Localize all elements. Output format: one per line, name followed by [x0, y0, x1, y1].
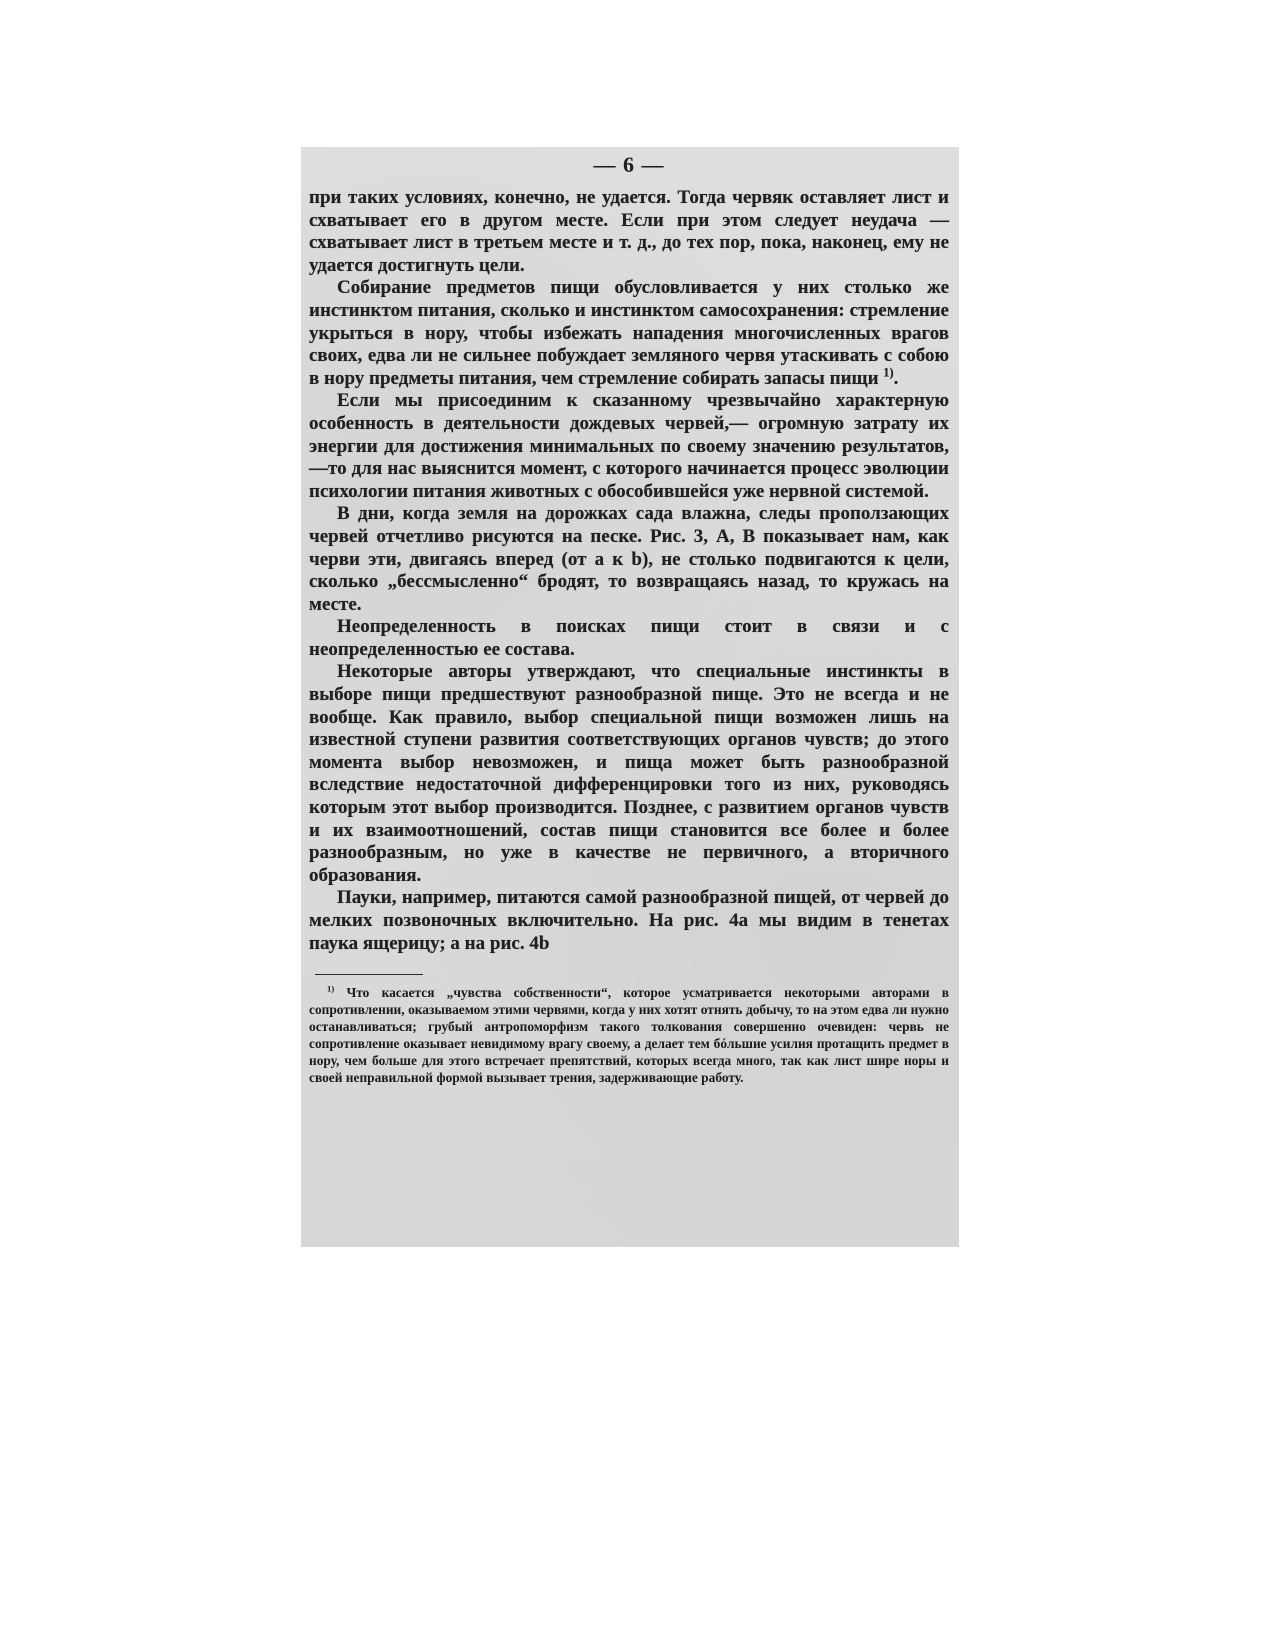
paragraph-2-text: Собирание предметов пищи обусловливается у них столько же инстинктом питания, сколько и инстинктом самосохранения: стремление укрыться в нору, чтобы избежать нападения многочисленных врагов своих, едва ли не сильнее побуждает земляного червя утаскивать с собою в нору предметы питания, чем стремление собирать запасы пищи	[309, 277, 949, 389]
footnote-text: Что касается „чувства собственности“, которое усматривается некоторыми авторами в сопротивлении, оказываемом этими червями, когда у них хотят отнять добычу, то на этом едва ли нужно останавливаться; грубый антропоморфизм такого толкования совершенно очевиден: червь не сопротивление оказывает невидимому врагу своему, а делает тем бóльшие усилия протащить предмет в нору, чем больше для этого встречает препятствий, которых всегда много, так как лист шире норы и своей неправильной формой вызывает трения, задерживающие работу.	[309, 985, 949, 1085]
paragraph-5: Неопределенность в поисках пищи стоит в связи и с неопределенностью ее состава.	[309, 616, 949, 660]
scanned-page	[301, 147, 959, 1247]
paragraph-2: Собирание предметов пищи обусловливается у них столько же инстинктом питания, сколько и инстинктом самосохранения: стремление укрыться в нору, чтобы избежать нападения многочисленных врагов своих, едва ли не сильнее побуждает земляного червя утаскивать с собою в нору предметы питания, чем стремление собирать запасы пищи $^{1)}$.	[309, 277, 949, 389]
paragraph-6: Некоторые авторы утверждают, что специальные инстинкты в выборе пищи предшествуют разнообразной пище. Это не всегда и не вообще. Как правило, выбор специальной пищи возможен лишь на известной ступени развития соответствующих органов чувств; до этого момента выбор невозможен, и пища может быть разнообразной вследствие недостаточной дифференцировки того из них, руководясь которым этот выбор производится. Позднее, с развитием органов чувств и их взаимоотношений, состав пищи становится все более и более разнообразным, но уже в качестве не первичного, а вторичного образования.	[309, 661, 949, 886]
paragraph-3: Если мы присоединим к сказанному чрезвычайно характерную особенность в деятельности дождевых червей,— огромную затрату их энергии для достижения минимальных по своему значению результатов,—то для нас выяснится момент, с которого начинается процесс эволюции психологии питания животных с обособившейся уже нервной системой.	[309, 390, 949, 502]
page-number: — 6 —	[593, 152, 665, 177]
paragraph-7: Пауки, например, питаются самой разнообразной пищей, от червей до мелких позвоночных включительно. На рис. 4а мы видим в тенетах паука ящерицу; а на рис. 4b	[309, 887, 949, 954]
footnote-marker: 1)	[327, 983, 335, 994]
paragraph-1: при таких условиях, конечно, не удается. Тогда червяк оставляет лист и схватывает его в другом месте. Если при этом следует неудача — схватывает лист в третьем месте и т. д., до тех пор, пока, наконец, ему не удается достигнуть цели.	[309, 187, 949, 276]
footnote-ref[interactable]: 1)	[883, 365, 894, 380]
body-text	[309, 187, 949, 955]
footnote-divider	[315, 974, 423, 975]
paragraph-4: В дни, когда земля на дорожках сада влажна, следы проползающих червей отчетливо рисуются на песке. Рис. 3, А, В показывает нам, как черви эти, двигаясь вперед (от а к b), не столько подвигаются к цели, сколько „бессмысленно“ бродят, то возвращаясь назад, то кружась на месте.	[309, 503, 949, 615]
footnote	[309, 985, 949, 1086]
